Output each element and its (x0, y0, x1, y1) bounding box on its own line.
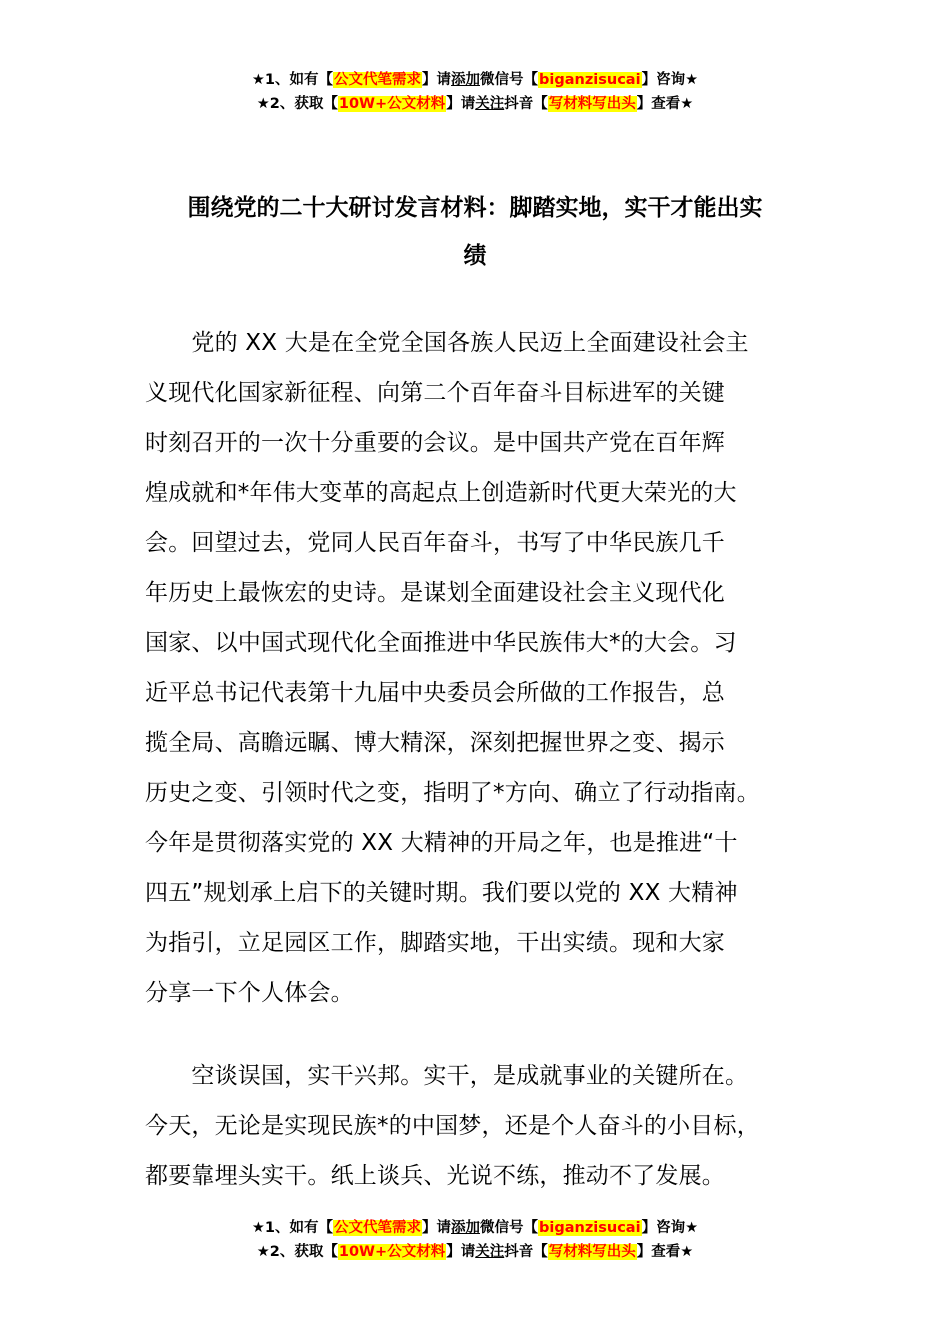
highlight-douyin-account: 写材料写出头 (548, 96, 636, 112)
paragraph-line: 历史之变、引领时代之变，指明了*方向、确立了行动指南。 (145, 780, 760, 806)
banner-text: ★2、获取【 (256, 1244, 338, 1260)
banner-text: 】请 (422, 72, 452, 88)
banner-text: 】查看★ (636, 96, 694, 112)
highlight-materials: 10W+公文材料 (338, 96, 446, 112)
banner-line-1 (0, 68, 950, 92)
paragraph-line: 分享一下个人体会。 (145, 980, 354, 1006)
paragraph-line: 为指引，立足园区工作，脚踏实地，干出实绩。现和大家 (145, 930, 725, 956)
banner-text: 抖音【 (504, 96, 548, 112)
banner-underlined-text: 关注 (475, 1244, 505, 1260)
paragraph-line: 今天，无论是实现民族*的中国梦，还是个人奋斗的小目标， (145, 1113, 760, 1139)
footer-banner (0, 1216, 950, 1264)
paragraph-line: 四五”规划承上启下的关键时期。我们要以党的 XX 大精神 (145, 880, 738, 906)
banner-text: 抖音【 (504, 1244, 548, 1260)
paragraph-line: 空谈误国，实干兴邦。实干，是成就事业的关键所在。 (145, 1063, 749, 1089)
highlight-douyin-account: 写材料写出头 (548, 1244, 636, 1260)
banner-text: 】咨询★ (641, 1220, 699, 1236)
banner-line-2 (0, 1240, 950, 1264)
title-line-1: 围绕党的二十大研讨发言材料：脚踏实地，实干才能出实 (187, 195, 763, 221)
banner-text: 】查看★ (636, 1244, 694, 1260)
highlight-wechat-id: biganzisucai (539, 72, 641, 88)
paragraph-2 (145, 1051, 815, 1201)
banner-underlined-text: 添加 (451, 1220, 481, 1236)
paragraph-line: 党的 XX 大是在全党全国各族人民迈上全面建设社会主 (145, 330, 749, 356)
banner-underlined-text: 添加 (451, 72, 481, 88)
paragraph-line: 时刻召开的一次十分重要的会议。是中国共产党在百年辉 (145, 430, 725, 456)
banner-underlined-text: 关注 (475, 96, 505, 112)
paragraph-line: 会。回望过去，党同人民百年奋斗，书写了中华民族几千 (145, 530, 725, 556)
paragraph-line: 煌成就和*年伟大变革的高起点上创造新时代更大荣光的大 (145, 480, 737, 506)
banner-text: 】请 (422, 1220, 452, 1236)
paragraph-line: 都要靠埋头实干。纸上谈兵、光说不练，推动不了发展。 (145, 1163, 725, 1189)
banner-text: 微信号【 (480, 72, 539, 88)
highlight-service: 公文代笔需求 (334, 72, 422, 88)
paragraph-line: 国家、以中国式现代化全面推进中华民族伟大*的大会。习 (145, 630, 737, 656)
banner-text: 】请 (446, 96, 476, 112)
highlight-service: 公文代笔需求 (334, 1220, 422, 1236)
highlight-materials: 10W+公文材料 (338, 1244, 446, 1260)
paragraph-line: 年历史上最恢宏的史诗。是谋划全面建设社会主义现代化 (145, 580, 725, 606)
header-banner (0, 68, 950, 116)
paragraph-line: 义现代化国家新征程、向第二个百年奋斗目标进军的关键 (145, 380, 725, 406)
title-line-2: 绩 (463, 243, 487, 269)
banner-text: ★1、如有【 (251, 72, 334, 88)
banner-text: 】请 (446, 1244, 476, 1260)
paragraph-line: 揽全局、高瞻远瞩、博大精深，深刻把握世界之变、揭示 (145, 730, 725, 756)
banner-text: ★2、获取【 (256, 96, 338, 112)
paragraph-1 (145, 318, 815, 1018)
highlight-wechat-id: biganzisucai (539, 1220, 641, 1236)
banner-line-2 (0, 92, 950, 116)
banner-text: 微信号【 (480, 1220, 539, 1236)
document-title (140, 184, 810, 280)
banner-text: 】咨询★ (641, 72, 699, 88)
paragraph-line: 今年是贯彻落实党的 XX 大精神的开局之年，也是推进“十 (145, 830, 738, 856)
paragraph-line: 近平总书记代表第十九届中央委员会所做的工作报告，总 (145, 680, 725, 706)
banner-line-1 (0, 1216, 950, 1240)
banner-text: ★1、如有【 (251, 1220, 334, 1236)
